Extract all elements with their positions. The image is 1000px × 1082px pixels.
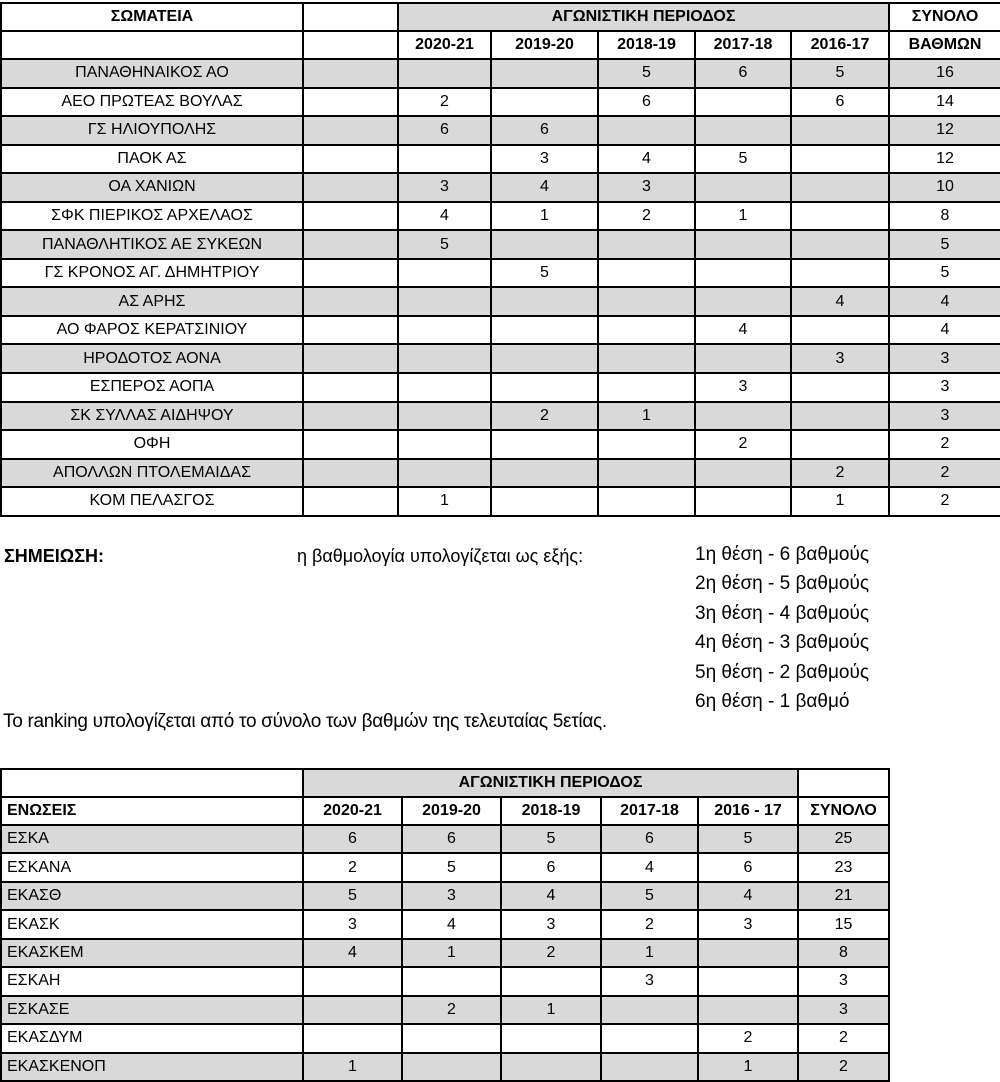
clubs-table-title: ΣΩΜΑΤΕΙΑ — [1, 3, 303, 31]
table-row — [1, 487, 1000, 516]
row-name-cell: ΓΣ ΚΡΟΝΟΣ ΑΓ. ΔΗΜΗΤΡΙΟΥ — [1, 259, 303, 288]
season-points-cell — [695, 173, 791, 202]
season-points-cell — [402, 1053, 501, 1081]
table-row — [1, 459, 1000, 488]
total-points-cell: 25 — [798, 825, 889, 853]
total-points-cell: 2 — [889, 459, 1000, 488]
table-row — [1, 344, 1000, 373]
season-points-cell — [398, 344, 491, 373]
season-points-cell: 1 — [601, 939, 698, 967]
total-points-cell: 3 — [798, 996, 889, 1024]
season-points-cell — [303, 967, 402, 995]
spacer-cell — [303, 59, 398, 88]
season-points-cell — [698, 967, 798, 995]
season-points-cell: 2 — [601, 910, 698, 938]
unions-header-row-1 — [1, 769, 889, 797]
season-points-cell — [491, 430, 598, 459]
table-row — [1, 1024, 889, 1052]
row-name-cell: ΑΠΟΛΛΩΝ ΠΤΟΛΕΜΑΙΔΑΣ — [1, 459, 303, 488]
points-scale-item: 4η θέση - 3 βαθμούς — [695, 632, 870, 654]
season-points-cell: 3 — [501, 910, 601, 938]
points-scale-item: 3η θέση - 4 βαθμούς — [695, 602, 870, 624]
season-points-cell — [598, 373, 695, 402]
season-points-cell: 6 — [303, 825, 402, 853]
row-name-cell: ΗΡΟΔΟΤΟΣ ΑΟΝΑ — [1, 344, 303, 373]
table-row — [1, 853, 889, 881]
season-points-cell: 5 — [601, 882, 698, 910]
season-points-cell — [402, 1024, 501, 1052]
season-points-cell: 2 — [398, 88, 491, 117]
season-points-cell — [491, 88, 598, 117]
season-points-cell: 4 — [398, 202, 491, 231]
spacer-cell — [303, 373, 398, 402]
season-points-cell — [398, 459, 491, 488]
row-name-cell: ΕΣΚΑΗ — [1, 967, 303, 995]
season-points-cell: 4 — [491, 173, 598, 202]
season-points-cell — [398, 316, 491, 345]
total-points-cell: 2 — [798, 1053, 889, 1081]
table-row — [1, 939, 889, 967]
period-header: ΑΓΩΝΙΣΤΙΚΗ ΠΕΡΙΟΔΟΣ — [398, 3, 889, 31]
row-name-cell: ΕΣΠΕΡΟΣ ΑΟΠΑ — [1, 373, 303, 402]
season-points-cell: 5 — [402, 853, 501, 881]
row-name-cell: ΕΚΑΣΘ — [1, 882, 303, 910]
season-points-cell — [791, 373, 889, 402]
season-points-cell: 4 — [791, 287, 889, 316]
total-points-cell: 3 — [889, 402, 1000, 431]
season-points-cell — [601, 1053, 698, 1081]
total-header: ΣΥΝΟΛΟ — [798, 797, 889, 825]
season-points-cell: 4 — [402, 910, 501, 938]
total-points-cell: 2 — [798, 1024, 889, 1052]
season-points-cell — [598, 430, 695, 459]
total-points-cell: 15 — [798, 910, 889, 938]
spacer-cell — [303, 202, 398, 231]
season-points-cell: 6 — [491, 116, 598, 145]
season-points-cell: 2 — [402, 996, 501, 1024]
table-row — [1, 882, 889, 910]
season-points-cell: 1 — [695, 202, 791, 231]
total-points-cell: 2 — [889, 430, 1000, 459]
season-header: 2017-18 — [601, 797, 698, 825]
row-name-cell: ΕΣΚΑ — [1, 825, 303, 853]
season-points-cell — [698, 939, 798, 967]
table-row — [1, 287, 1000, 316]
clubs-header-row-2 — [1, 31, 1000, 59]
season-points-cell: 6 — [601, 825, 698, 853]
points-scale-list — [695, 540, 869, 716]
row-name-cell: ΠΑΝΑΘΗΝΑΙΚΟΣ ΑΟ — [1, 59, 303, 88]
season-points-cell — [598, 459, 695, 488]
season-points-cell: 4 — [501, 882, 601, 910]
total-points-cell: 3 — [889, 373, 1000, 402]
clubs-table-body — [1, 59, 1000, 516]
spacer-header-cell — [303, 3, 398, 31]
season-header: 2019-20 — [402, 797, 501, 825]
total-points-cell: 5 — [889, 230, 1000, 259]
row-name-cell: ΟΦΗ — [1, 430, 303, 459]
season-points-cell: 1 — [402, 939, 501, 967]
season-points-cell — [398, 373, 491, 402]
spacer-header-cell — [303, 31, 398, 59]
season-points-cell — [695, 344, 791, 373]
table-row — [1, 910, 889, 938]
spacer-cell — [303, 230, 398, 259]
total-points-cell: 3 — [889, 344, 1000, 373]
total-points-cell: 14 — [889, 88, 1000, 117]
table-row — [1, 316, 1000, 345]
table-row — [1, 1053, 889, 1081]
season-points-cell — [791, 116, 889, 145]
empty-header-cell — [1, 31, 303, 59]
season-points-cell — [791, 202, 889, 231]
table-row — [1, 402, 1000, 431]
season-points-cell — [491, 59, 598, 88]
season-points-cell — [598, 259, 695, 288]
season-points-cell: 5 — [303, 882, 402, 910]
season-points-cell: 1 — [698, 1053, 798, 1081]
total-points-cell: 4 — [889, 316, 1000, 345]
row-name-cell: ΓΣ ΗΛΙΟΥΠΟΛΗΣ — [1, 116, 303, 145]
total-points-cell: 12 — [889, 145, 1000, 174]
season-points-cell: 1 — [491, 202, 598, 231]
unions-header-row-2 — [1, 797, 889, 825]
total-points-cell: 3 — [798, 967, 889, 995]
season-points-cell: 2 — [791, 459, 889, 488]
unions-table-title: ΕΝΩΣΕΙΣ — [1, 797, 303, 825]
spacer-cell — [303, 487, 398, 516]
row-name-cell: ΕΣΚΑΝΑ — [1, 853, 303, 881]
row-name-cell: ΑΣ ΑΡΗΣ — [1, 287, 303, 316]
total-points-cell: 8 — [798, 939, 889, 967]
season-points-cell: 2 — [303, 853, 402, 881]
season-points-cell: 4 — [303, 939, 402, 967]
season-points-cell — [695, 487, 791, 516]
row-name-cell: ΚΟΜ ΠΕΛΑΣΓΟΣ — [1, 487, 303, 516]
season-points-cell — [501, 1024, 601, 1052]
season-points-cell: 6 — [398, 116, 491, 145]
season-points-cell: 3 — [601, 967, 698, 995]
total-points-cell: 8 — [889, 202, 1000, 231]
empty-header-cell — [798, 769, 889, 797]
season-header: 2016-17 — [791, 31, 889, 59]
season-points-cell: 5 — [698, 825, 798, 853]
season-points-cell — [598, 487, 695, 516]
season-points-cell — [791, 230, 889, 259]
season-points-cell — [598, 116, 695, 145]
points-scale-item: 5η θέση - 2 βαθμούς — [695, 661, 870, 683]
table-row — [1, 116, 1000, 145]
season-header: 2020-21 — [303, 797, 402, 825]
table-row — [1, 59, 1000, 88]
season-points-cell — [695, 259, 791, 288]
season-points-cell: 5 — [501, 825, 601, 853]
total-points-cell: 5 — [889, 259, 1000, 288]
season-points-cell — [695, 230, 791, 259]
season-points-cell — [491, 459, 598, 488]
season-points-cell: 4 — [601, 853, 698, 881]
season-points-cell — [791, 402, 889, 431]
row-name-cell: ΠΑΝΑΘΛΗΤΙΚΟΣ ΑΕ ΣΥΚΕΩΝ — [1, 230, 303, 259]
season-points-cell — [698, 996, 798, 1024]
total-points-cell: 21 — [798, 882, 889, 910]
season-points-cell — [491, 487, 598, 516]
season-points-cell: 5 — [598, 59, 695, 88]
row-name-cell: ΠΑΟΚ ΑΣ — [1, 145, 303, 174]
total-points-cell: 16 — [889, 59, 1000, 88]
season-points-cell — [491, 287, 598, 316]
spacer-cell — [303, 88, 398, 117]
spacer-cell — [303, 259, 398, 288]
season-points-cell — [791, 259, 889, 288]
note-label: ΣΗΜΕΙΩΣΗ: — [4, 546, 105, 566]
season-points-cell — [303, 1024, 402, 1052]
season-points-cell: 6 — [402, 825, 501, 853]
season-points-cell: 5 — [491, 259, 598, 288]
table-row — [1, 230, 1000, 259]
season-points-cell: 3 — [698, 910, 798, 938]
season-points-cell: 4 — [598, 145, 695, 174]
season-points-cell — [501, 1053, 601, 1081]
season-points-cell — [398, 402, 491, 431]
season-points-cell: 6 — [501, 853, 601, 881]
row-name-cell: ΣΦΚ ΠΙΕΡΙΚΟΣ ΑΡΧΕΛΑΟΣ — [1, 202, 303, 231]
table-row — [1, 825, 889, 853]
season-points-cell — [601, 1024, 698, 1052]
season-points-cell — [398, 259, 491, 288]
season-header: 2018-19 — [501, 797, 601, 825]
spacer-cell — [303, 287, 398, 316]
points-scale-item: 1η θέση - 6 βαθμούς — [695, 544, 870, 565]
row-name-cell: ΟΑ ΧΑΝΙΩΝ — [1, 173, 303, 202]
season-points-cell: 6 — [791, 88, 889, 117]
season-points-cell: 1 — [791, 487, 889, 516]
season-points-cell: 6 — [695, 59, 791, 88]
row-name-cell: ΑΟ ΦΑΡΟΣ ΚΕΡΑΤΣΙΝΙΟΥ — [1, 316, 303, 345]
season-points-cell: 3 — [402, 882, 501, 910]
unions-table-body — [1, 825, 889, 1081]
season-points-cell — [695, 402, 791, 431]
season-points-cell — [491, 230, 598, 259]
spacer-cell — [303, 173, 398, 202]
total-points-cell: 2 — [889, 487, 1000, 516]
note-description: η βαθμολογία υπολογίζεται ως εξής: — [297, 546, 584, 566]
total-points-cell: 4 — [889, 287, 1000, 316]
empty-header-cell — [1, 769, 303, 797]
ranking-note: Το ranking υπολογίζεται από το σύνολο των βαθμών της τελευταίας 5ετίας. — [3, 711, 607, 732]
season-points-cell — [791, 316, 889, 345]
season-points-cell — [695, 88, 791, 117]
spacer-cell — [303, 430, 398, 459]
spacer-cell — [303, 116, 398, 145]
season-points-cell — [791, 173, 889, 202]
row-name-cell: ΣΚ ΣΥΛΛΑΣ ΑΙΔΗΨΟΥ — [1, 402, 303, 431]
season-points-cell — [398, 59, 491, 88]
table-row — [1, 88, 1000, 117]
season-points-cell — [791, 430, 889, 459]
season-points-cell: 2 — [698, 1024, 798, 1052]
clubs-header-row-1 — [1, 3, 1000, 31]
table-row — [1, 173, 1000, 202]
season-points-cell — [695, 116, 791, 145]
row-name-cell: ΕΚΑΣΚ — [1, 910, 303, 938]
season-points-cell: 5 — [791, 59, 889, 88]
clubs-ranking-table — [0, 2, 1000, 517]
unions-ranking-table — [0, 768, 890, 1082]
season-points-cell — [491, 316, 598, 345]
points-scale-item: 2η θέση - 5 βαθμούς — [695, 573, 870, 595]
season-points-cell — [695, 459, 791, 488]
season-points-cell: 3 — [791, 344, 889, 373]
season-points-cell: 2 — [491, 402, 598, 431]
season-points-cell — [398, 430, 491, 459]
spacer-cell — [303, 459, 398, 488]
season-points-cell — [598, 344, 695, 373]
season-points-cell — [398, 145, 491, 174]
season-header: 2020-21 — [398, 31, 491, 59]
season-points-cell: 1 — [303, 1053, 402, 1081]
season-points-cell: 3 — [695, 373, 791, 402]
season-points-cell: 2 — [598, 202, 695, 231]
season-points-cell: 5 — [695, 145, 791, 174]
season-header: 2019-20 — [491, 31, 598, 59]
table-row — [1, 430, 1000, 459]
season-points-cell: 1 — [398, 487, 491, 516]
season-points-cell: 6 — [698, 853, 798, 881]
season-points-cell — [501, 967, 601, 995]
total-header-line1: ΣΥΝΟΛΟ — [889, 3, 1000, 31]
total-header-line2: ΒΑΘΜΩΝ — [889, 31, 1000, 59]
season-points-cell — [598, 230, 695, 259]
points-scale-item: 6η θέση - 1 βαθμό — [695, 691, 850, 713]
table-row — [1, 259, 1000, 288]
season-points-cell — [303, 996, 402, 1024]
season-points-cell: 3 — [491, 145, 598, 174]
season-points-cell: 5 — [398, 230, 491, 259]
season-points-cell — [398, 287, 491, 316]
spacer-cell — [303, 344, 398, 373]
period-header: ΑΓΩΝΙΣΤΙΚΗ ΠΕΡΙΟΔΟΣ — [303, 769, 798, 797]
season-header: 2016 - 17 — [698, 797, 798, 825]
season-points-cell: 3 — [398, 173, 491, 202]
season-points-cell — [598, 316, 695, 345]
season-points-cell — [491, 344, 598, 373]
table-row — [1, 996, 889, 1024]
season-points-cell: 2 — [695, 430, 791, 459]
season-points-cell: 2 — [501, 939, 601, 967]
row-name-cell: ΕΚΑΣΔΥΜ — [1, 1024, 303, 1052]
season-points-cell — [695, 287, 791, 316]
season-points-cell: 3 — [598, 173, 695, 202]
season-points-cell: 4 — [698, 882, 798, 910]
table-row — [1, 373, 1000, 402]
row-name-cell: ΕΚΑΣΚΕΝΟΠ — [1, 1053, 303, 1081]
total-points-cell: 10 — [889, 173, 1000, 202]
table-row — [1, 145, 1000, 174]
spacer-cell — [303, 402, 398, 431]
total-points-cell: 12 — [889, 116, 1000, 145]
row-name-cell: ΑΕΟ ΠΡΩΤΕΑΣ ΒΟΥΛΑΣ — [1, 88, 303, 117]
season-points-cell: 4 — [695, 316, 791, 345]
row-name-cell: ΕΚΑΣΚΕΜ — [1, 939, 303, 967]
season-points-cell: 6 — [598, 88, 695, 117]
table-row — [1, 967, 889, 995]
spacer-cell — [303, 145, 398, 174]
season-points-cell — [791, 145, 889, 174]
season-points-cell: 3 — [303, 910, 402, 938]
season-points-cell — [598, 287, 695, 316]
season-points-cell: 1 — [598, 402, 695, 431]
table-row — [1, 202, 1000, 231]
row-name-cell: ΕΣΚΑΣΕ — [1, 996, 303, 1024]
season-points-cell — [491, 373, 598, 402]
season-points-cell — [402, 967, 501, 995]
season-points-cell: 1 — [501, 996, 601, 1024]
season-header: 2017-18 — [695, 31, 791, 59]
season-points-cell — [601, 996, 698, 1024]
total-points-cell: 23 — [798, 853, 889, 881]
season-header: 2018-19 — [598, 31, 695, 59]
spacer-cell — [303, 316, 398, 345]
